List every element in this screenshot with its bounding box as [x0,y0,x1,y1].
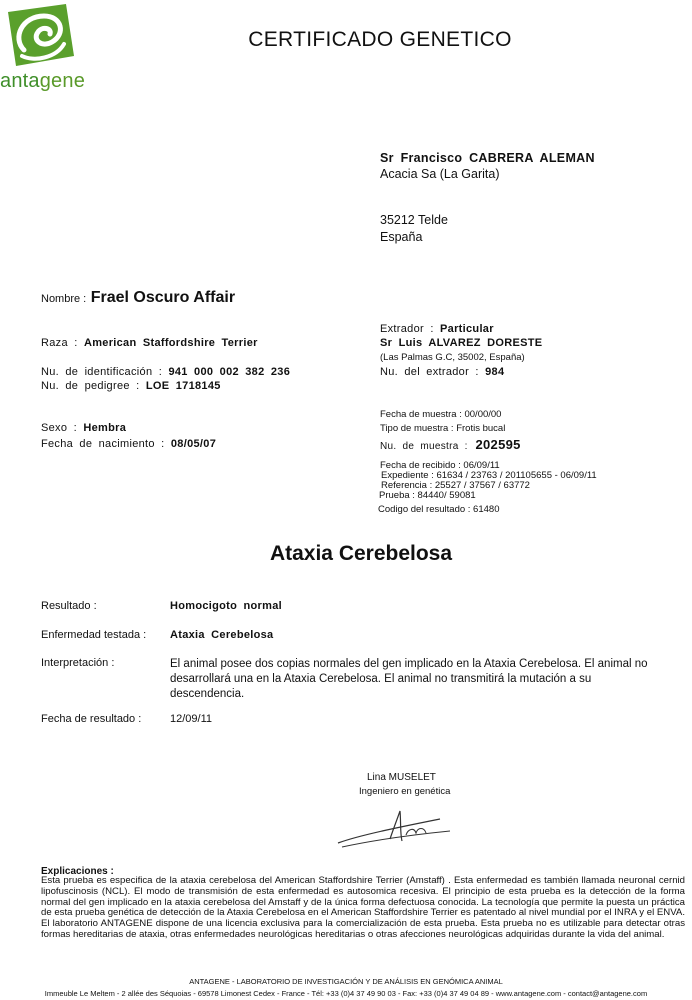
id-value: 941 000 002 382 236 [168,366,291,378]
fecha-resultado-value: 12/09/11 [170,713,213,725]
footer-address: Immeuble Le Meltem - 2 allée des Séquoias - 69578 Limonest Cedex - France - Tél: +33 (0)4 37 49 90 03 - Fax: +33 (0)4 37 49 04 89 - www.antagene.com - contact@antagene.com [44,989,648,998]
extractor-row [380,323,494,335]
logo-text-part1: anta [0,70,40,92]
id-label: Nu. de identificación : [41,366,163,378]
breed-label: Raza : [41,337,78,349]
certificate-title: CERTIFICADO GENETICO [248,28,512,51]
extractor-type: Particular [440,323,494,335]
animal-name-label: Nombre : [41,293,87,305]
sample-number-label: Nu. de muestra : [380,441,468,452]
interpretacion-label: Interpretación : [41,657,115,669]
antagene-logo-text [0,70,85,93]
signer-name: Lina MUSELET [367,772,436,783]
explanations-body: Esta prueba es especifica de la ataxia cerebelosa del American Staffordshire Terrier (Amstaff) . Esta enfermedad es también llamada neuronal cernid lipofuscinosis (NCL). El modo de transmisión de esta enfermedad es autosomica recesiva. El principio de esta prueba es la detección de la forma normal del gen implicado en la ataxia cerebelosa del Amstaff y de la única forma defectuosa conocida. La tecnología que permite la puesta un práctica de esta prueba genética de detección de la Ataxia Cerebelosa en el American Staffordshire Terrier es patentado al nivel mundial por el INRA y el ENVA. El laboratorio ANTAGENE dispone de una licencia exclusiva para la comercialización de esta prueba. Esta prueba no es utilizable para detectar otras formas hereditarias de ataxia, otras enfermedades neurológicas hereditarias o otras afecciones neurológicas adquiridas durante la vida del animal. [41,875,685,940]
pedigree-label: Nu. de pedigree : [41,380,140,392]
sample-expediente: Expediente : 61634 / 23763 / 201105655 - 06/09/11 [381,470,597,481]
sex-row [41,422,126,434]
sample-received: Fecha de recibido : 06/09/11 [380,460,500,471]
extractor-number-value: 984 [485,366,505,378]
id-row [41,366,290,378]
sample-type: Tipo de muestra : Frotis bucal [380,423,506,434]
breed-value: American Staffordshire Terrier [83,337,258,349]
owner-address-line3: 35212 Telde [380,213,448,227]
pedigree-row [41,380,221,392]
breed-row [41,337,258,349]
signature-image [330,805,460,856]
enfermedad-value: Ataxia Cerebelosa [170,629,274,641]
owner-address-line4: España [380,230,423,244]
extractor-number-label: Nu. del extrador : [380,366,479,378]
resultado-value: Homocigoto normal [170,600,282,612]
explanations-title: Explicaciones : [41,866,114,877]
extractor-address: (Las Palmas G.C, 35002, España) [380,352,525,363]
sample-date: Fecha de muestra : 00/00/00 [380,409,502,420]
fecha-resultado-label: Fecha de resultado : [41,713,142,725]
logo-text-part2: gene [39,70,86,92]
sex-value: Hembra [83,422,127,434]
extractor-name: Sr Luis ALVAREZ DORESTE [380,337,543,349]
sample-codigo: Codigo del resultado : 61480 [378,504,500,515]
sample-referencia: Referencia : 25527 / 37567 / 63772 [381,480,530,491]
footer-lab-name: ANTAGENE - LABORATORIO DE INVESTIGACIÓN Y DE ANÁLISIS EN GENÓMICA ANIMAL [189,977,503,986]
resultado-label: Resultado : [41,600,97,612]
owner-name: Sr Francisco CABRERA ALEMAN [380,151,595,165]
sample-prueba: Prueba : 84440/ 59081 [379,490,476,501]
animal-name-row [41,289,235,307]
disease-title: Ataxia Cerebelosa [269,542,453,565]
extractor-number-row [380,366,504,378]
interpretacion-value: El animal posee dos copias normales del gen implicado en la Ataxia Cerebelosa. El animal no desarrollará una en la Ataxia Cerebelosa. El animal no transmitirá la mutación a su descendencia. [170,658,648,700]
sample-number-value: 202595 [475,437,521,452]
sex-label: Sexo : [41,422,77,434]
extractor-label: Extrador : [380,323,434,335]
signer-role: Ingeniero en genética [359,786,451,797]
owner-address-line2: Acacia Sa (La Garita) [380,167,500,181]
birth-value: 08/05/07 [170,438,217,450]
pedigree-value: LOE 1718145 [145,380,221,392]
birth-label: Fecha de nacimiento : [41,438,165,450]
enfermedad-label: Enfermedad testada : [41,629,147,641]
animal-name-value: Frael Oscuro Affair [90,289,236,306]
birth-row [41,438,216,450]
sample-number-row [380,436,521,454]
